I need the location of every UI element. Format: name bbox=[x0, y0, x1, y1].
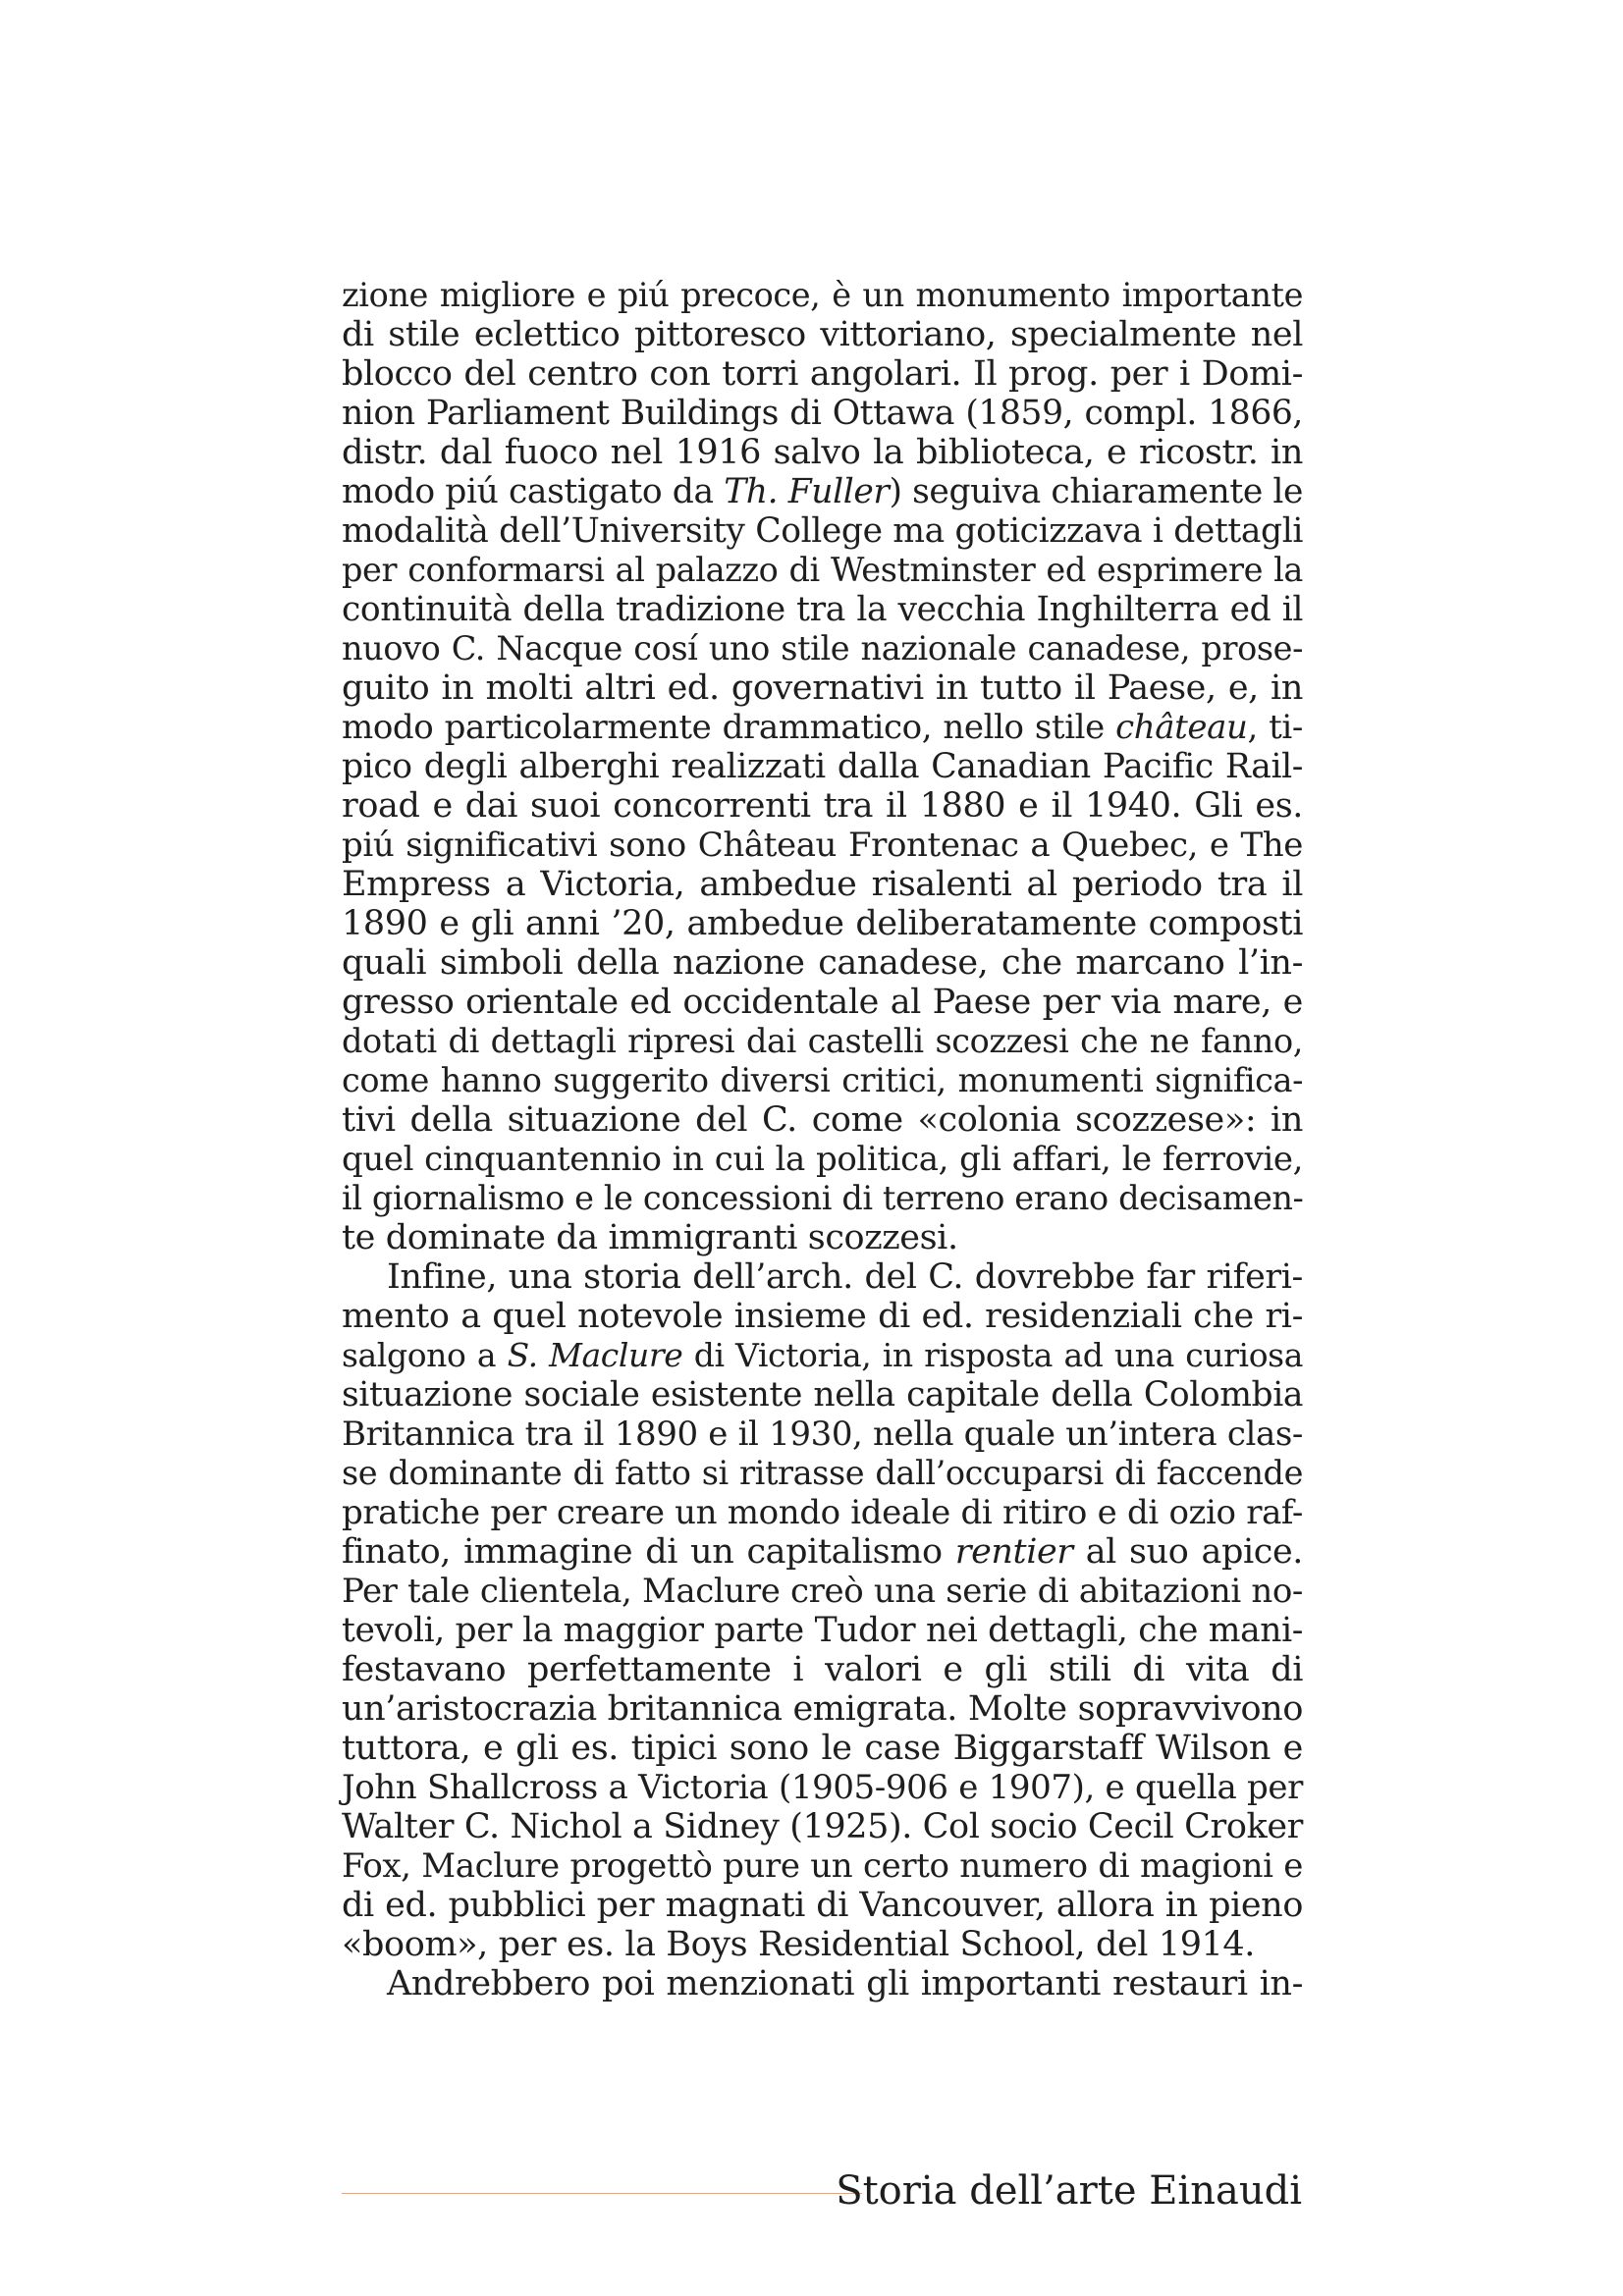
text-segment: modo particolarmente drammatico, nello stile bbox=[342, 708, 1116, 747]
text-line: il giornalismo e le concessioni di terreno erano decisamen- bbox=[342, 1179, 1304, 1217]
footer-title: Storia dell’arte Einaudi bbox=[836, 2168, 1302, 2214]
italic-term: château bbox=[1115, 708, 1248, 747]
text-line: guito in molti altri ed. governativi in tutto il Paese, e, in bbox=[342, 668, 1303, 708]
text-line: distr. dal fuoco nel 1916 salvo la biblioteca, e ricostr. in bbox=[342, 433, 1303, 472]
text-line: Andrebbero poi menzionati gli importanti restauri in- bbox=[387, 1964, 1303, 2003]
text-line: di stile eclettico pittoresco vittoriano, specialmente nel bbox=[342, 315, 1303, 354]
text-line: pico degli alberghi realizzati dalla Canadian Pacific Rail- bbox=[342, 747, 1303, 786]
text-line: come hanno suggerito diversi critici, monumenti significa- bbox=[342, 1061, 1303, 1099]
text-segment: salgono a bbox=[342, 1336, 508, 1374]
text-line: Britannica tra il 1890 e il 1930, nella quale un’intera clas- bbox=[342, 1415, 1303, 1454]
text-line: tevoli, per la maggior parte Tudor nei dettagli, che mani- bbox=[342, 1611, 1303, 1650]
text-line: gresso orientale ed occidentale al Paese per via mare, e bbox=[342, 983, 1303, 1022]
text-line: blocco del centro con torri angolari. Il prog. per i Domi- bbox=[342, 354, 1303, 394]
text-line: nuovo C. Nacque cosí uno stile nazionale canadese, prose- bbox=[342, 629, 1303, 667]
text-line: Fox, Maclure progettò pure un certo numero di magioni e bbox=[342, 1846, 1303, 1886]
text-line: modalità dell’University College ma goticizzava i dettagli bbox=[342, 511, 1303, 551]
text-line: festavano perfettamente i valori e gli stili di vita di bbox=[342, 1650, 1303, 1689]
text-line: quali simboli della nazione canadese, che marcano l’in- bbox=[342, 943, 1303, 983]
text-line: tivi della situazione del C. come «colonia scozzese»: in bbox=[342, 1100, 1303, 1140]
text-line: continuità della tradizione tra la vecchia Inghilterra ed il bbox=[342, 590, 1303, 629]
text-line bbox=[342, 1532, 1303, 1572]
text-line bbox=[342, 708, 1303, 747]
text-line bbox=[342, 1336, 1303, 1375]
text-line: Per tale clientela, Maclure creò una serie di abitazioni no- bbox=[342, 1572, 1303, 1611]
italic-term: rentier bbox=[954, 1532, 1073, 1572]
text-segment: modo piú castigato da bbox=[342, 472, 725, 511]
text-line: road e dai suoi concorrenti tra il 1880 e il 1940. Gli es. bbox=[342, 786, 1303, 826]
italic-name: Th. Fuller bbox=[724, 472, 890, 511]
text-line: Infine, una storia dell’arch. del C. dovrebbe far riferi- bbox=[387, 1257, 1303, 1297]
text-line: situazione sociale esistente nella capitale della Colombia bbox=[342, 1375, 1303, 1415]
text-line bbox=[342, 472, 1303, 511]
text-line: pratiche per creare un mondo ideale di ritiro e di ozio raf- bbox=[342, 1493, 1303, 1532]
text-segment: finato, immagine di un capitalismo bbox=[342, 1532, 955, 1572]
text-line: un’aristocrazia britannica emigrata. Molte sopravvivono bbox=[342, 1689, 1303, 1729]
text-line: dotati di dettagli ripresi dai castelli scozzesi che ne fanno, bbox=[342, 1022, 1303, 1060]
text-line: John Shallcross a Victoria (1905-906 e 1907), e quella per bbox=[342, 1768, 1303, 1807]
text-line: se dominante di fatto si ritrasse dall’occuparsi di faccende bbox=[342, 1454, 1303, 1492]
text-line: quel cinquantennio in cui la politica, gli affari, le ferrovie, bbox=[342, 1140, 1303, 1179]
text-line: di ed. pubblici per magnati di Vancouver, allora in pieno bbox=[342, 1886, 1303, 1925]
text-line: Empress a Victoria, ambedue risalenti al periodo tra il bbox=[342, 865, 1303, 904]
text-line: zione migliore e piú precoce, è un monumento importante bbox=[342, 276, 1303, 314]
italic-name: S. Maclure bbox=[507, 1336, 683, 1374]
text-segment: al suo apice. bbox=[1072, 1532, 1303, 1572]
body-text bbox=[342, 276, 1303, 2003]
text-line: mento a quel notevole insieme di ed. residenziali che ri- bbox=[342, 1297, 1303, 1336]
text-line: te dominate da immigranti scozzesi. bbox=[342, 1218, 958, 1257]
text-segment: ) seguiva chiaramente le bbox=[889, 472, 1304, 511]
text-line: 1890 e gli anni ’20, ambedue deliberatamente composti bbox=[342, 904, 1303, 943]
text-line: piú significativi sono Château Frontenac a Quebec, e The bbox=[342, 826, 1303, 865]
text-line: nion Parliament Buildings di Ottawa (1859, compl. 1866, bbox=[342, 394, 1303, 433]
text-segment: , ti- bbox=[1247, 708, 1303, 747]
footer-rule bbox=[342, 2193, 862, 2194]
text-segment: di Victoria, in risposta ad una curiosa bbox=[682, 1336, 1303, 1374]
text-line: «boom», per es. la Boys Residential School, del 1914. bbox=[342, 1925, 1256, 1964]
text-line: per conformarsi al palazzo di Westminster ed esprimere la bbox=[342, 551, 1303, 589]
text-line: tuttora, e gli es. tipici sono le case Biggarstaff Wilson e bbox=[342, 1729, 1303, 1768]
text-line: Walter C. Nichol a Sidney (1925). Col socio Cecil Croker bbox=[342, 1807, 1303, 1846]
